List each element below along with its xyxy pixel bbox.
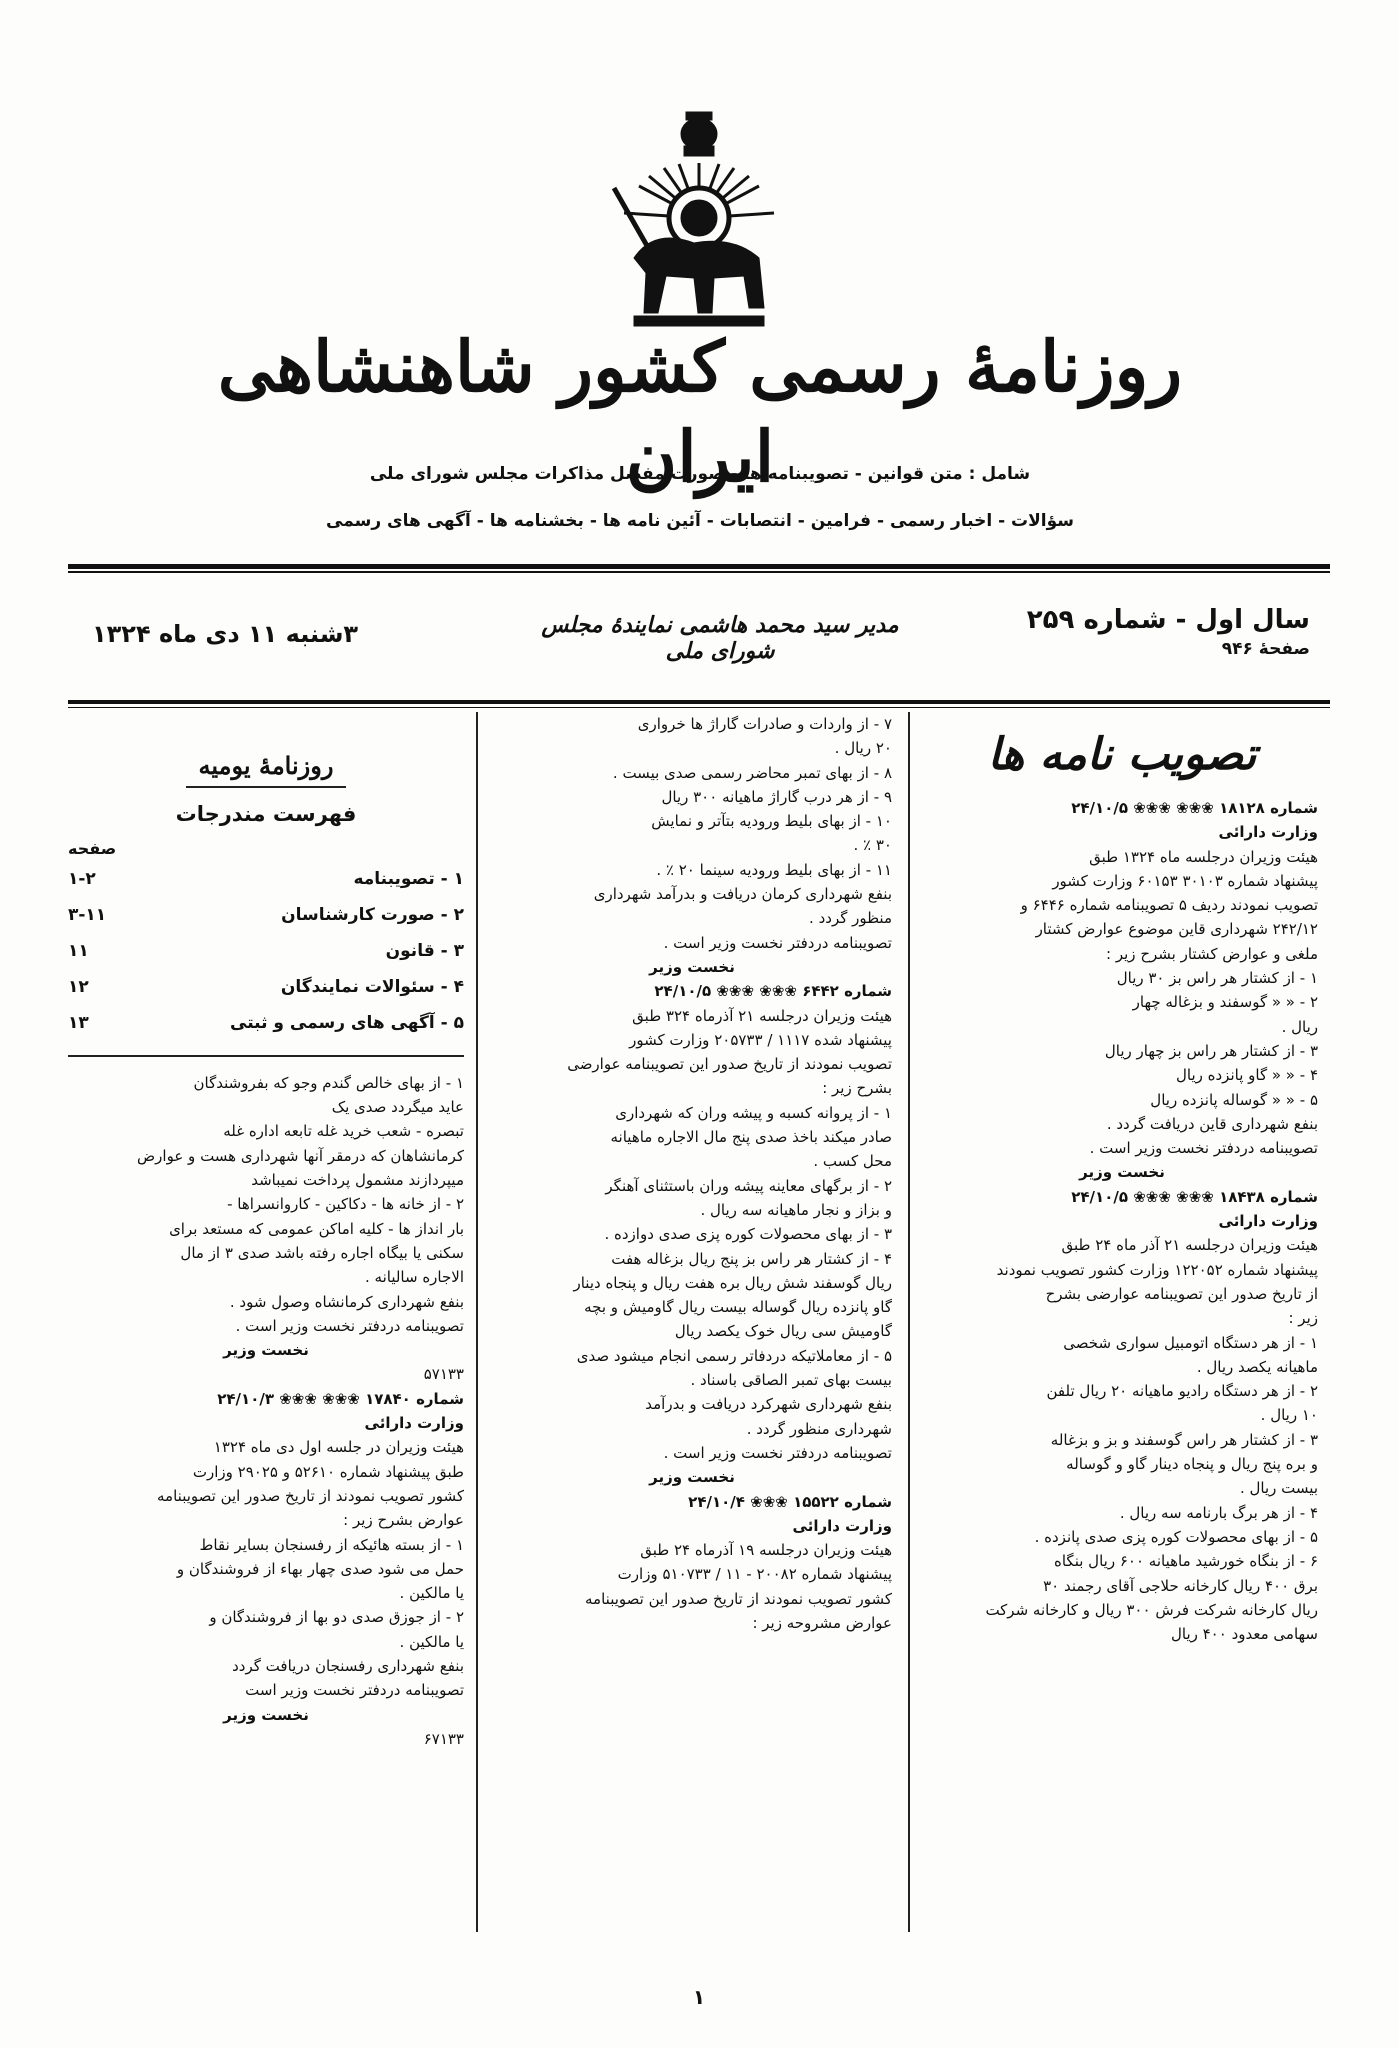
text-line: سکنی یا بیگاه اجاره رفته باشد صدی ۳ از مال [180, 1243, 464, 1262]
text-line: وزارت دارائی [1218, 1212, 1318, 1231]
text-line: ۵۷۱۳۳ [423, 1365, 464, 1384]
center-column [492, 712, 892, 1635]
text-line: بنفع شهرداری کرمانشاه وصول شود . [229, 1292, 464, 1311]
text-line: ۵ - از معاملاتیکه دردفاتر رسمی انجام میشود صدی [576, 1346, 892, 1365]
text-line: ۲ - از خانه ها - دکاکین - کاروانسراها - [227, 1195, 464, 1214]
text-line: تبصره - شعب خرید غله تابعه اداره غله [223, 1122, 464, 1141]
text-line: الاجاره سالیانه . [365, 1268, 464, 1287]
toc-item-pages: ۱۲ [68, 976, 89, 997]
text-line: ۹ - از هر درب گاراژ ماهیانه ۳۰۰ ریال [661, 787, 892, 806]
text-line: ریال کارخانه شرکت فرش ۳۰۰ ریال و کارخانه شرکت [985, 1600, 1318, 1619]
text-line: ۳ - از بهای محصولات کوره پزی صدی دوازده . [604, 1225, 892, 1244]
text-line: یا مالکین . [399, 1584, 464, 1603]
table-of-contents [68, 837, 464, 1041]
right-column [926, 712, 1318, 1646]
toc-header [68, 837, 464, 861]
text-line: محل کسب . [813, 1152, 892, 1171]
text-line: ۴ - از هر برگ بارنامه سه ریال . [1119, 1503, 1318, 1522]
toc-item-pages: ۱۳ [68, 1012, 89, 1033]
text-line: منظور گردد . [809, 909, 892, 928]
text-line: ۸ - از بهای تمبر محاضر رسمی صدی بیست . [612, 763, 892, 782]
right-column-text [926, 796, 1318, 1646]
toc-item-pages: ۳-۱۱ [68, 904, 107, 925]
left-column [68, 712, 464, 1751]
text-line: شماره ۱۷۸۴۰ ❀❀❀ ❀❀❀ ۲۴/۱۰/۳ [217, 1389, 464, 1408]
text-line: تصویب نمودند ردیف ۵ تصویبنامه شماره ۶۴۴۶ و [1020, 896, 1318, 915]
text-line: ۳۰ ٪ . [853, 836, 892, 855]
text-line: بنفع شهرداری کرمان دریافت و بدرآمد شهرداری [593, 885, 892, 904]
text-line: ۱ - از پروانه کسبه و پیشه وران که شهرداری [615, 1103, 892, 1122]
daily-gazette-title: روزنامهٔ یومیه [198, 751, 334, 780]
toc-item-label: ۳ - قانون [385, 940, 464, 961]
text-line: از تاریخ صدور این تصویبنامه عوارضی بشرح [1045, 1284, 1318, 1303]
toc-item-label: ۱ - تصویبنامه [353, 868, 464, 889]
text-line: ۱ - از بهای خالص گندم وجو که بفروشندگان [193, 1073, 464, 1092]
text-line: ۴ - « « گاو پانزده ریال [1175, 1066, 1318, 1085]
text-line: برق ۴۰۰ ریال کارخانه حلاجی آقای رجمند ۳۰ [1043, 1576, 1318, 1595]
text-line: ملغی و عوارض کشتار بشرح زیر : [1106, 944, 1318, 963]
text-line: حمل می شود صدی چهار بهاء از فروشندگان و [176, 1559, 464, 1578]
text-line: هیئت وزیران در جلسه اول دی ماه ۱۳۲۴ [213, 1438, 464, 1457]
text-line: بنفع شهرداری شهرکرد دریافت و بدرآمد [645, 1395, 892, 1414]
text-line: هیئت وزیران درجلسه ماه ۱۳۲۴ طبق [1089, 847, 1318, 866]
text-line: ماهیانه یکصد ریال . [1196, 1357, 1318, 1376]
gazette-title: روزنامهٔ رسمی کشور شاهنشاهی ایران [217, 325, 1183, 498]
text-line: یا مالکین . [399, 1632, 464, 1651]
text-line: تصویبنامه دردفتر نخست وزیر است . [1089, 1139, 1318, 1158]
toc-item-pages: ۱-۲ [68, 868, 96, 889]
text-line: بیست بهای تمبر الصاقی باسناد . [690, 1371, 892, 1390]
text-line: کشور تصویب نمودند از تاریخ صدور این تصویبنامه [157, 1486, 464, 1505]
text-line: پیشنهاد شماره ۳۰۱۰۳ ۶۰۱۵۳ وزارت کشور [1052, 871, 1318, 890]
year-issue: سال اول - شماره ۲۵۹ [1026, 605, 1310, 635]
text-line: ۶۷۱۳۳ [423, 1729, 464, 1748]
text-line: بیست ریال . [1239, 1479, 1318, 1498]
text-line: تصویبنامه دردفتر نخست وزیر است . [663, 1443, 892, 1462]
text-line: طبق پیشنهاد شماره ۵۲۶۱۰ و ۲۹۰۲۵ وزارت [192, 1462, 464, 1481]
text-line: هیئت وزیران درجلسه ۱۹ آذرماه ۲۴ طبق [640, 1541, 892, 1560]
issue-date: ۳شنبه ۱۱ دی ماه ۱۳۲۴ [92, 620, 359, 648]
text-line: ۷ - از واردات و صادرات گاراژ ها خرواری [637, 715, 892, 733]
text-line: ریال . [1281, 1017, 1318, 1036]
text-line: هیئت وزیران درجلسه ۲۱ آذر ماه ۲۴ طبق [1061, 1236, 1318, 1255]
toc-page-label: صفحه [68, 838, 117, 858]
toc-row [68, 861, 464, 897]
text-line: پیشنهاد شده ۱۱۱۷ / ۲۰۵۷۳۳ وزارت کشور [629, 1030, 892, 1049]
toc-row [68, 933, 464, 969]
text-line: ۱۰ - از بهای بلیط ورودیه بتآتر و نمایش [651, 812, 892, 831]
text-line: میپردازند مشمول پرداخت نمیباشد [251, 1171, 464, 1190]
text-line: پیشنهاد شماره ۱۲۲۰۵۲ وزارت کشور تصویب نمودند [996, 1260, 1318, 1279]
text-line: عوارض بشرح زیر : [343, 1511, 464, 1530]
center-column-text [492, 712, 892, 1635]
text-line: هیئت وزیران درجلسه ۲۱ آذرماه ۳۲۴ طبق [632, 1006, 892, 1025]
text-line: بشرح زیر : [822, 1079, 892, 1098]
column-divider-right [908, 712, 910, 1932]
text-line: ۲۴۲/۱۲ شهرداری قاین موضوع عوارض کشتار [1035, 920, 1318, 939]
section-title-decrees: تصویب نامه ها [987, 729, 1257, 780]
toc-item-label: ۵ - آگهی های رسمی و ثبتی [230, 1012, 464, 1033]
text-line: ۳ - از کشتار هر راس گوسفند و بز و بزغاله [1050, 1430, 1318, 1449]
toc-row [68, 897, 464, 933]
text-line: پیشنهاد شماره ۲۰۰۸۲ - ۱۱ / ۵۱۰۷۳۳ وزارت [617, 1565, 892, 1584]
page-label: صفحهٔ ۹۴۶ [1221, 639, 1310, 659]
text-line: عوارض مشروحه زیر : [752, 1613, 892, 1632]
text-line: شماره ۱۸۴۳۸ ❀❀❀ ❀❀❀ ۲۴/۱۰/۵ [1071, 1187, 1318, 1206]
text-line: عاید میگردد صدی یک [331, 1098, 464, 1117]
toc-title: فهرست مندرجات [175, 802, 357, 827]
text-line: زیر : [1288, 1309, 1318, 1328]
text-line: تصویبنامه دردفتر نخست وزیر است . [663, 933, 892, 952]
toc-item-label: ۲ - صورت کارشناسان [281, 904, 464, 925]
text-line: نخست وزیر [223, 1341, 309, 1360]
top-double-rule-thin [68, 571, 1330, 573]
left-column-text [68, 1071, 464, 1751]
toc-item-label: ۴ - سئوالات نمایندگان [280, 976, 464, 997]
toc-divider [68, 1055, 464, 1057]
toc-row [68, 969, 464, 1005]
text-line: ۲ - از هر دستگاه رادیو ماهیانه ۲۰ ریال تلفن [1046, 1382, 1318, 1401]
text-line: نخست وزیر [223, 1705, 309, 1724]
text-line: شماره ۶۴۴۲ ❀❀❀ ❀❀❀ ۲۴/۱۰/۵ [654, 982, 892, 1001]
text-line: بنفع شهرداری رفسنجان دریافت گردد [232, 1657, 464, 1676]
text-line: تصویبنامه دردفتر نخست وزیر است [245, 1681, 464, 1700]
page-number: ۱ [692, 1985, 706, 2009]
text-line: ۲ - « « گوسفند و بزغاله چهار [1132, 993, 1318, 1012]
text-line: کرمانشاهان که درمقر آنها شهرداری هست و عوارض [137, 1146, 464, 1165]
text-line: تصویبنامه دردفتر نخست وزیر است . [235, 1316, 464, 1335]
text-line: ۳ - از کشتار هر راس بز چهار ریال [1104, 1041, 1318, 1060]
lion-and-sun-emblem [594, 108, 804, 348]
text-line: بار انداز ها - کلیه اماکن عمومی که مستعد برای [169, 1219, 464, 1238]
director-line: مدیر سید محمد هاشمی نمایندهٔ مجلس شورای ملی [541, 612, 899, 664]
header-double-rule-thin [68, 707, 1330, 708]
text-line: ریال گوسفند شش ریال بره هفت ریال و پنجاه دینار [573, 1273, 892, 1292]
header-double-rule [68, 700, 1330, 704]
text-line: سهامی معدود ۴۰۰ ریال [1170, 1625, 1318, 1644]
text-line: نخست وزیر [649, 957, 735, 976]
top-double-rule [68, 564, 1330, 569]
text-line: ۱۱ - از بهای بلیط ورودیه سینما ۲۰ ٪ . [656, 860, 892, 879]
text-line: گاومیش سی ریال خوک یکصد ریال [674, 1322, 892, 1341]
issue-info [1027, 605, 1310, 659]
text-line: ۲ - از جوزق صدی دو بها از فروشندگان و [209, 1608, 464, 1627]
text-line: ۱ - از کشتار هر راس بز ۳۰ ریال [1116, 969, 1318, 988]
text-line: ۲۰ ریال . [834, 739, 892, 758]
text-line: کشور تصویب نمودند از تاریخ صدور این تصویبنامه [585, 1589, 892, 1608]
text-line: وزارت دارائی [1218, 823, 1318, 842]
text-line: شماره ۱۸۱۲۸ ❀❀❀ ❀❀❀ ۲۴/۱۰/۵ [1071, 799, 1318, 817]
toc-row [68, 1005, 464, 1041]
text-line: نخست وزیر [649, 1468, 735, 1487]
text-line: شماره ۱۵۵۲۲ ❀❀❀ ۲۴/۱۰/۴ [688, 1492, 892, 1511]
short-rule [186, 786, 346, 788]
text-line: ۵ - از بهای محصولات کوره پزی صدی پانزده . [1034, 1527, 1318, 1546]
text-line: نخست وزیر [1079, 1163, 1165, 1182]
subtitle-contents-line1: شامل : متن قوانین - تصویبنامه ها - صورت مفصل مذاکرات مجلس شورای ملی [369, 464, 1031, 484]
text-line: وزارت دارائی [364, 1414, 464, 1433]
text-line: و بره پنج ریال و پنجاه دینار گاو و گوساله [1066, 1455, 1318, 1474]
text-line: ۵ - « « گوساله پانزده ریال [1150, 1090, 1318, 1109]
column-divider-left [476, 712, 478, 1932]
text-line: تصویب نمودند از تاریخ صدور این تصویبنامه عوارضی [567, 1055, 892, 1074]
text-line: شهرداری منظور گردد . [746, 1419, 892, 1438]
text-line: گاو پانزده ریال گوساله بیست ریال گاومیش و بچه [584, 1298, 892, 1317]
toc-item-pages: ۱۱ [68, 940, 89, 961]
text-line: ۱ - از بسته هائیکه از رفسنجان بسایر نقاط [199, 1535, 464, 1554]
text-line: ۴ - از کشتار هر راس بز پنج ریال بزغاله هفت [611, 1249, 892, 1268]
text-line: بنفع شهرداری قاین دریافت گردد . [1106, 1114, 1318, 1133]
text-line: ۱۰ ریال . [1260, 1406, 1318, 1425]
text-line: ۲ - از برگهای معاینه پیشه وران باستثنای آهنگر [605, 1176, 892, 1195]
subtitle-contents-line2: سؤالات - اخبار رسمی - فرامین - انتصابات - آئین نامه ها - بخشنامه ها - آگهی های رسمی [326, 511, 1074, 531]
text-line: وزارت دارائی [792, 1516, 892, 1535]
text-line: ۱ - از هر دستگاه اتومبیل سواری شخصی [1063, 1333, 1318, 1352]
text-line: و بزاز و نجار ماهیانه سه ریال . [700, 1200, 892, 1219]
text-line: ۶ - از بنگاه خورشید ماهیانه ۶۰۰ ریال بنگاه [1054, 1552, 1318, 1571]
text-line: صادر میکند باخذ صدی پنج مال الاجاره ماهیانه [610, 1128, 892, 1147]
